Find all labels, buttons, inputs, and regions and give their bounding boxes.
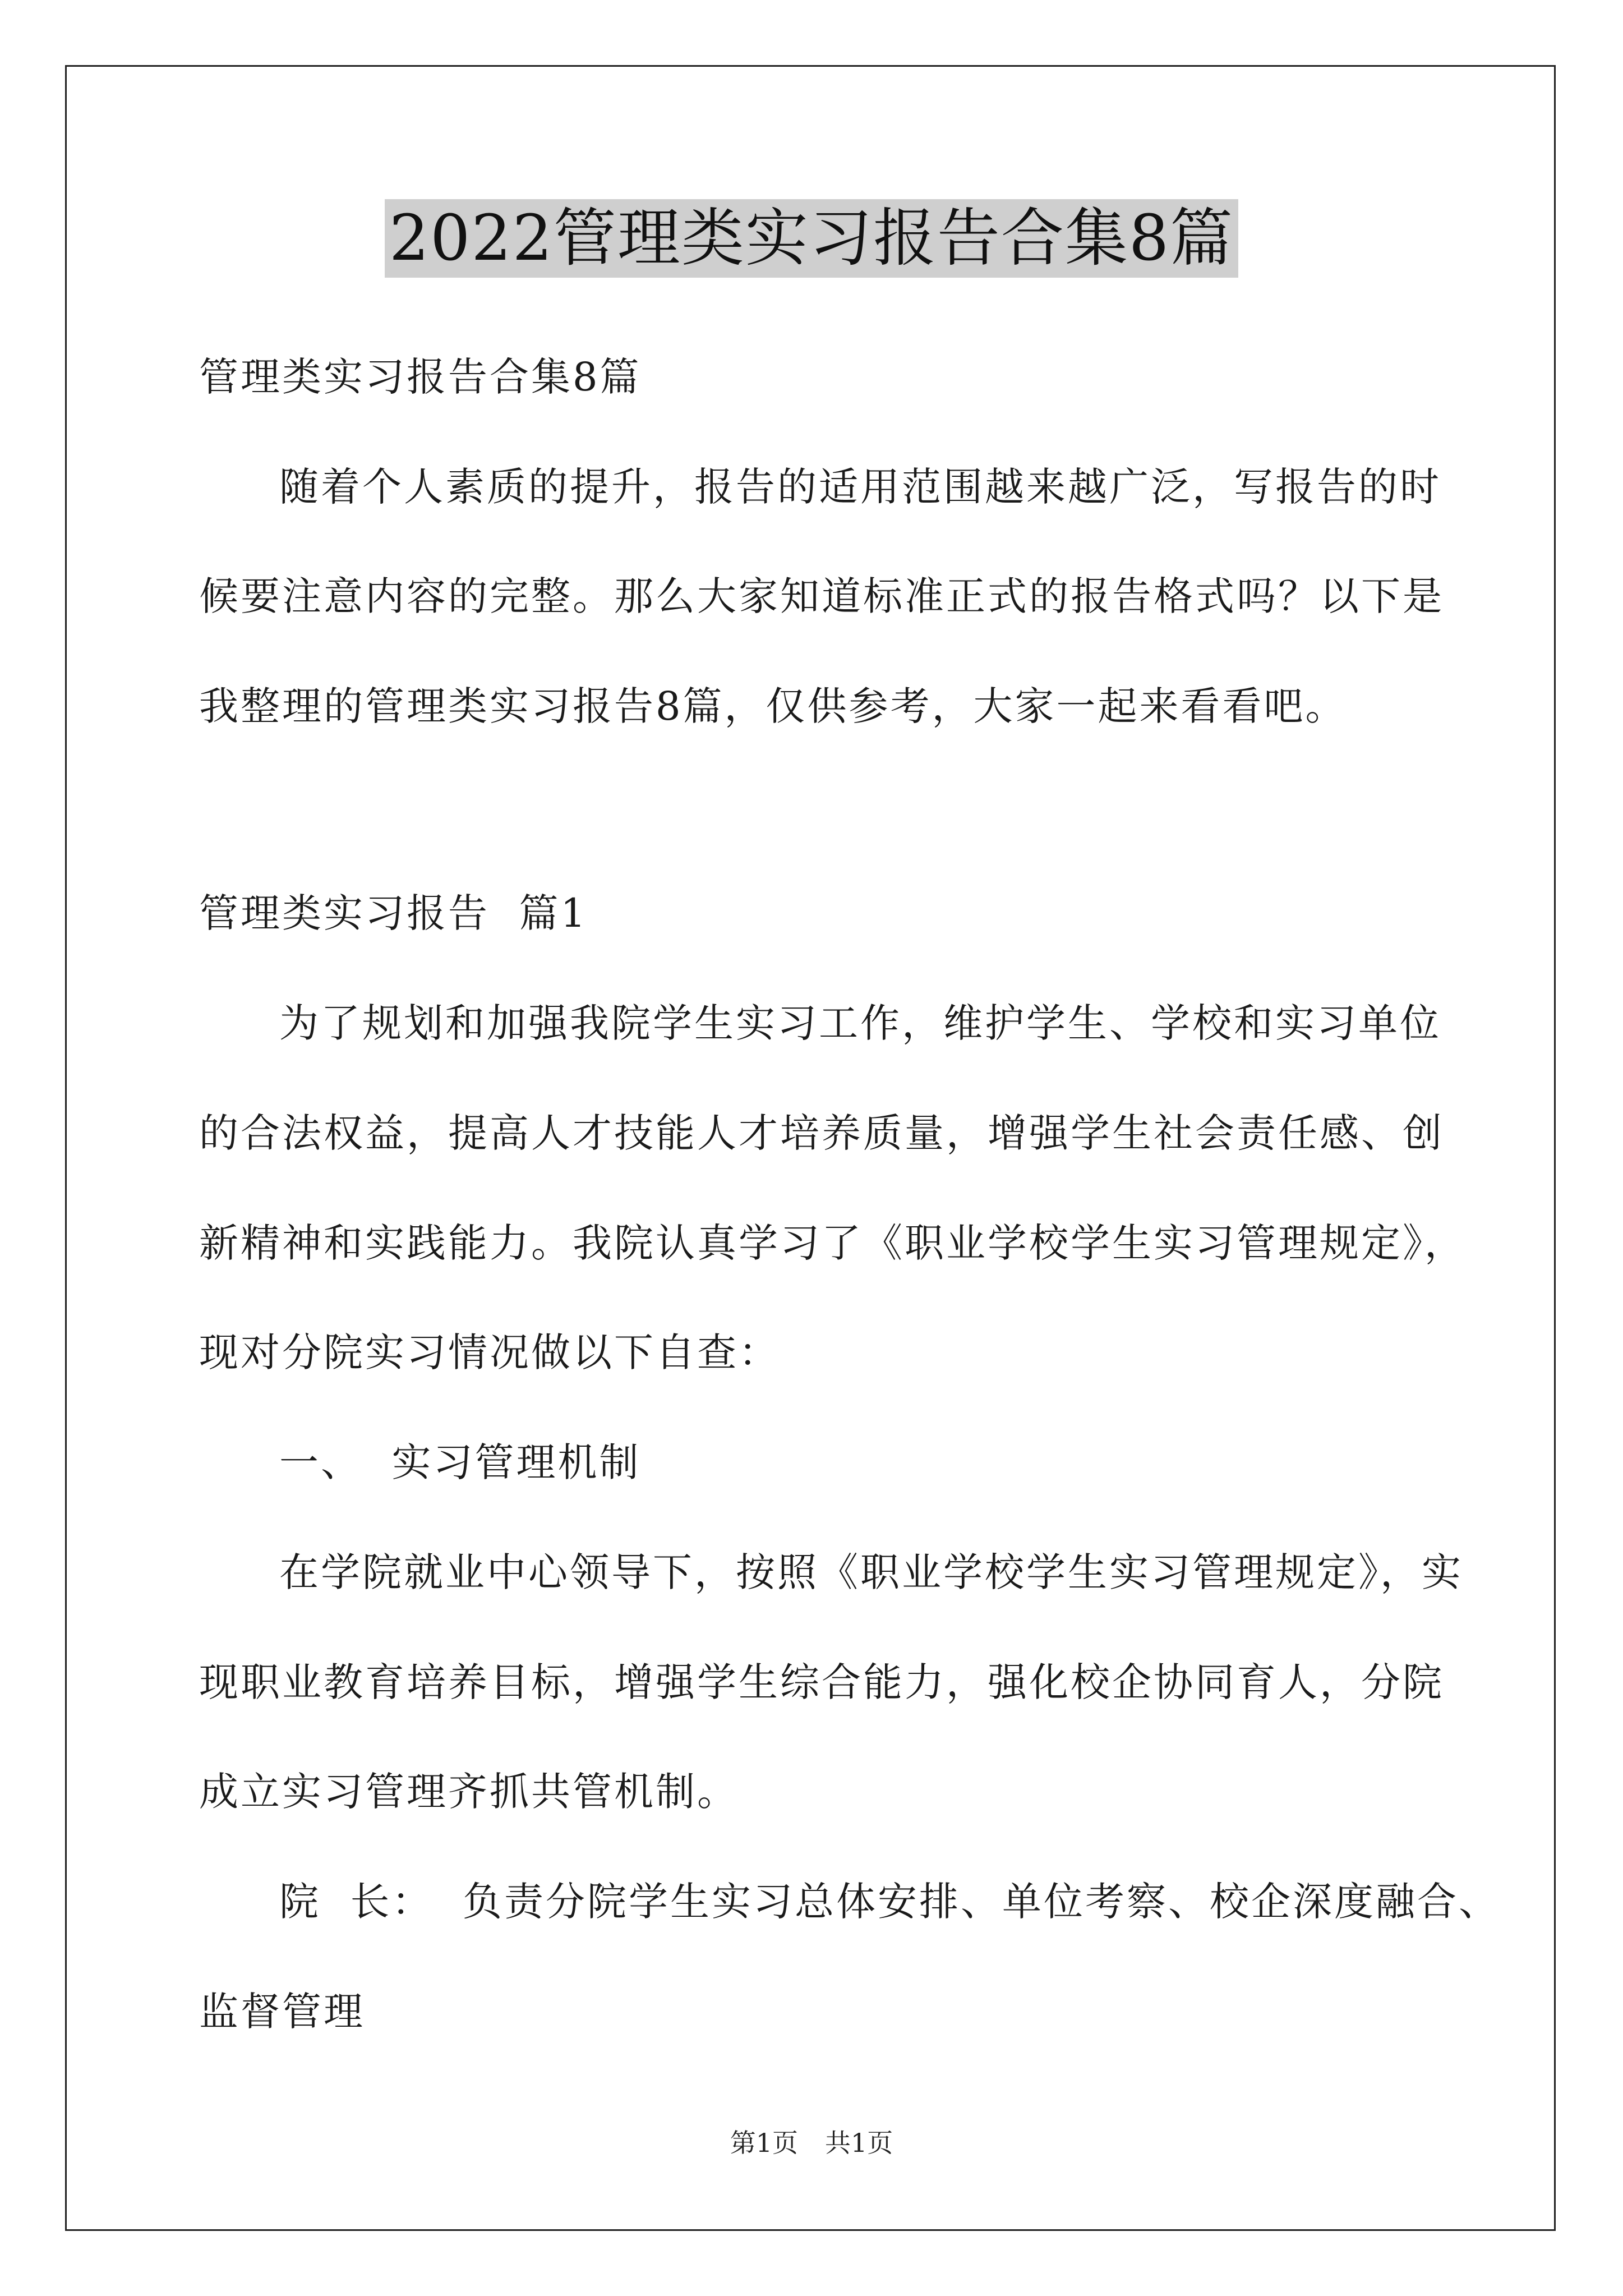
title-container xyxy=(0,199,1623,278)
body-line-3: 新精神和实践能力。我院认真学习了《职业学校学生实习管理规定》， xyxy=(199,1220,1466,1266)
body-line-2: 的合法权益，提高人才技能人才培养质量，增强学生社会责任感、创 xyxy=(199,1110,1444,1156)
body-line-1: 为了规划和加强我院学生实习工作，维护学生、学校和实习单位 xyxy=(279,1000,1441,1046)
page-footer xyxy=(0,2126,1623,2160)
intro-line-3: 我整理的管理类实习报告8篇，仅供参考，大家一起来看看吧。 xyxy=(199,683,1347,729)
page-number-total: 共1页 xyxy=(825,2128,893,2158)
page-number-current: 第1页 xyxy=(730,2128,798,2158)
section-heading: 管理类实习报告 篇1 xyxy=(199,890,588,936)
body-line-6: 在学院就业中心领导下，按照《职业学校学生实习管理规定》，实 xyxy=(279,1549,1463,1595)
body-line-9: 院 长： 负责分院学生实习总体安排、单位考察、校企深度融合、 xyxy=(279,1879,1501,1925)
document-subtitle: 管理类实习报告合集8篇 xyxy=(199,354,642,400)
body-line-7: 现职业教育培养目标，增强学生综合能力，强化校企协同育人，分院 xyxy=(199,1659,1444,1705)
body-line-8: 成立实习管理齐抓共管机制。 xyxy=(199,1769,739,1815)
body-line-10: 监督管理 xyxy=(199,1989,365,2035)
body-line-4: 现对分院实习情况做以下自查： xyxy=(199,1329,780,1375)
intro-line-1: 随着个人素质的提升，报告的适用范围越来越广泛，写报告的时 xyxy=(279,464,1441,510)
intro-line-2: 候要注意内容的完整。那么大家知道标准正式的报告格式吗？以下是 xyxy=(199,573,1444,619)
document-title: 2022管理类实习报告合集8篇 xyxy=(385,199,1238,278)
subheading-mechanism: 一、 实习管理机制 xyxy=(279,1439,641,1485)
